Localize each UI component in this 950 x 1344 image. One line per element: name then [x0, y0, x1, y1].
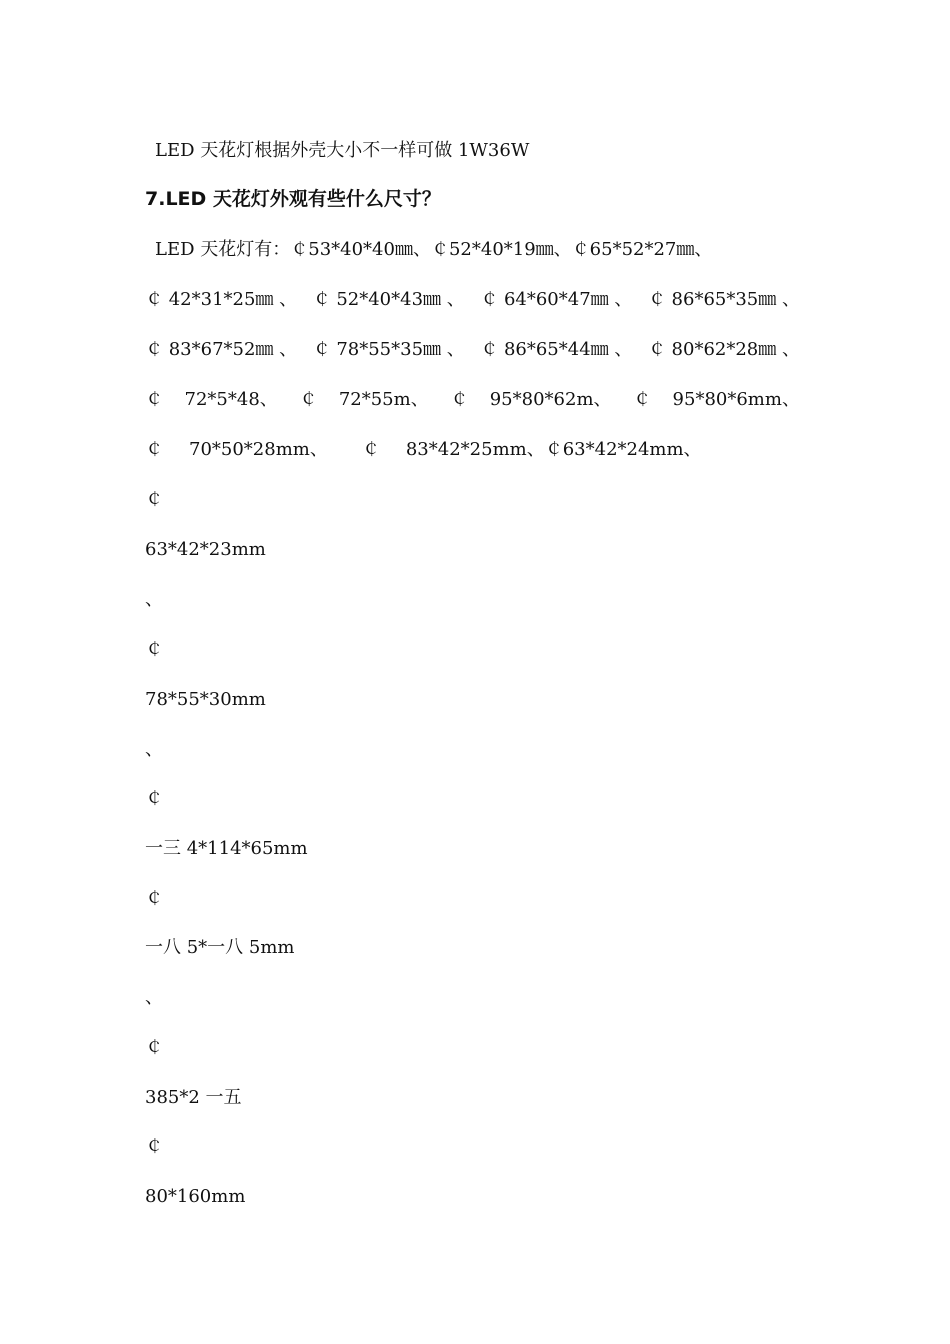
list-item: ￠ — [145, 788, 163, 809]
size-entry: 95*80*6mm、 — [672, 389, 800, 410]
size-entry: ￠ 80*62*28㎜ 、 — [647, 339, 800, 360]
list-item: ￠ — [145, 1037, 163, 1058]
sizes-row-2 — [145, 288, 800, 312]
size-entry: 95*80*62m、 — [489, 389, 612, 410]
diameter-symbol: ￠ — [145, 439, 163, 460]
section-heading: 7.LED 天花灯外观有些什么尺寸？ — [145, 188, 441, 210]
intro-line: LED 天花灯根据外壳大小不一样可做 1W36W — [155, 140, 530, 161]
size-entry: ￠ 83*67*52㎜ 、 — [145, 339, 298, 360]
list-item: ￠ — [145, 1136, 163, 1157]
sizes-row-5 — [145, 438, 702, 462]
sizes-row-3 — [145, 338, 800, 362]
diameter-symbol: ￠ — [361, 439, 380, 460]
list-item: 385*2 一五 — [145, 1087, 242, 1108]
diameter-symbol: ￠ — [145, 389, 163, 410]
size-entry: 70*50*28mm、 — [189, 439, 328, 460]
size-entry: ￠ 86*65*35㎜ 、 — [647, 289, 800, 310]
sizes-row-4 — [145, 388, 800, 412]
size-entry: 83*42*25mm、￠63*42*24mm、 — [405, 439, 702, 460]
size-entry: ￠ 64*60*47㎜ 、 — [480, 289, 633, 310]
sizes-line-1: LED 天花灯有：￠53*40*40㎜、￠52*40*19㎜、￠65*52*27㎜、 — [155, 239, 713, 260]
size-entry: 72*55m、 — [338, 389, 429, 410]
size-entry: 72*5*48、 — [184, 389, 278, 410]
size-entry: ￠ 78*55*35㎜ 、 — [312, 339, 465, 360]
size-entry: ￠ 42*31*25㎜ 、 — [145, 289, 298, 310]
list-item: 、 — [145, 589, 163, 610]
size-entry: ￠ 52*40*43㎜ 、 — [312, 289, 465, 310]
list-item: 78*55*30mm — [145, 689, 266, 710]
diameter-symbol: ￠ — [633, 389, 652, 410]
list-item: ￠ — [145, 489, 163, 510]
list-item: 、 — [145, 987, 163, 1008]
list-item: 一八 5*一八 5mm — [145, 937, 295, 958]
size-entry: ￠ 86*65*44㎜ 、 — [480, 339, 633, 360]
list-item: 、 — [145, 739, 163, 760]
list-item: 一三 4*114*65mm — [145, 838, 308, 859]
diameter-symbol: ￠ — [299, 389, 318, 410]
list-item: 63*42*23mm — [145, 539, 266, 560]
diameter-symbol: ￠ — [450, 389, 469, 410]
list-item: 80*160mm — [145, 1186, 246, 1207]
list-item: ￠ — [145, 888, 163, 909]
list-item: ￠ — [145, 639, 163, 660]
